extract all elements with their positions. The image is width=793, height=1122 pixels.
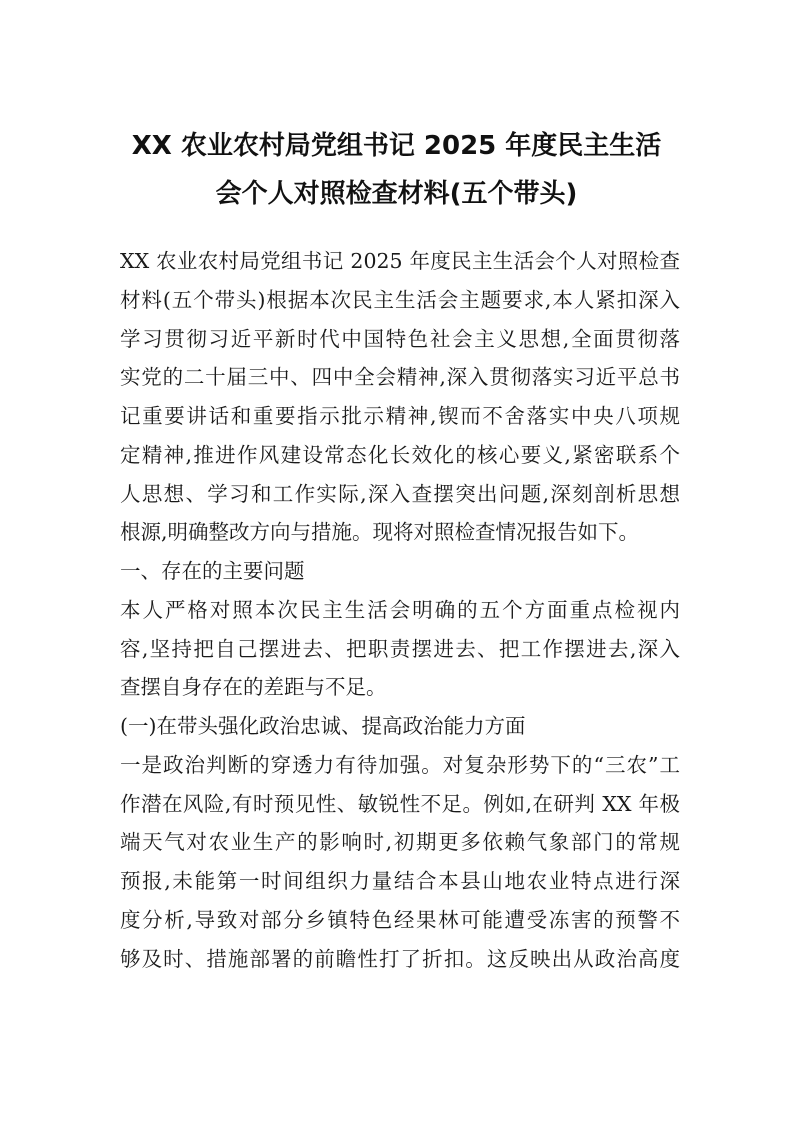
- body-line: 容,坚持把自己摆进去、把职责摆进去、把工作摆进去,深入: [120, 636, 680, 661]
- body-line: 定精神,推进作风建设常态化长效化的核心要义,紧密联系个: [120, 442, 680, 467]
- section-heading: 一、存在的主要问题: [120, 559, 305, 583]
- body-line: 人思想、学习和工作实际,深入查摆突出问题,深刻剖析思想: [120, 481, 680, 506]
- body-line: 实党的二十届三中、四中全会精神,深入贯彻落实习近平总书: [120, 365, 680, 390]
- body-line: 预报,未能第一时间组织力量结合本县山地农业特点进行深: [120, 869, 680, 893]
- body-line: 查摆自身存在的差距与不足。: [120, 675, 387, 700]
- body-line: 材料(五个带头)根据本次民主生活会主题要求,本人紧扣深入: [120, 287, 680, 312]
- body-line: 记重要讲话和重要指示批示精神,锲而不舍落实中央八项规: [120, 404, 680, 428]
- body-line: XX 农业农村局党组书记 2025 年度民主生活会个人对照检查: [120, 249, 680, 273]
- body-line: 本人严格对照本次民主生活会明确的五个方面重点检视内: [120, 597, 680, 622]
- subsection-heading: (一)在带头强化政治忠诚、提高政治能力方面: [120, 714, 526, 738]
- body-line: 学习贯彻习近平新时代中国特色社会主义思想,全面贯彻落: [120, 326, 680, 351]
- body-line: 够及时、措施部署的前瞻性打了折扣。这反映出从政治高度: [120, 946, 680, 971]
- body-line: 根源,明确整改方向与措施。现将对照检查情况报告如下。: [120, 520, 640, 545]
- body-line: 作潜在风险,有时预见性、敏锐性不足。例如,在研判 XX 年极: [120, 791, 680, 816]
- title-line: XX 农业农村局党组书记 2025 年度民主生活: [131, 131, 662, 161]
- document-body: [120, 242, 680, 978]
- document-title: [100, 122, 693, 218]
- body-line: 端天气对农业生产的影响时,初期更多依赖气象部门的常规: [120, 830, 680, 855]
- body-line: 一是政治判断的穿透力有待加强。对复杂形势下的“三农”工: [120, 752, 680, 777]
- body-line: 度分析,导致对部分乡镇特色经果林可能遭受冻害的预警不: [120, 907, 680, 932]
- title-line: 会个人对照检查材料(五个带头): [215, 179, 578, 209]
